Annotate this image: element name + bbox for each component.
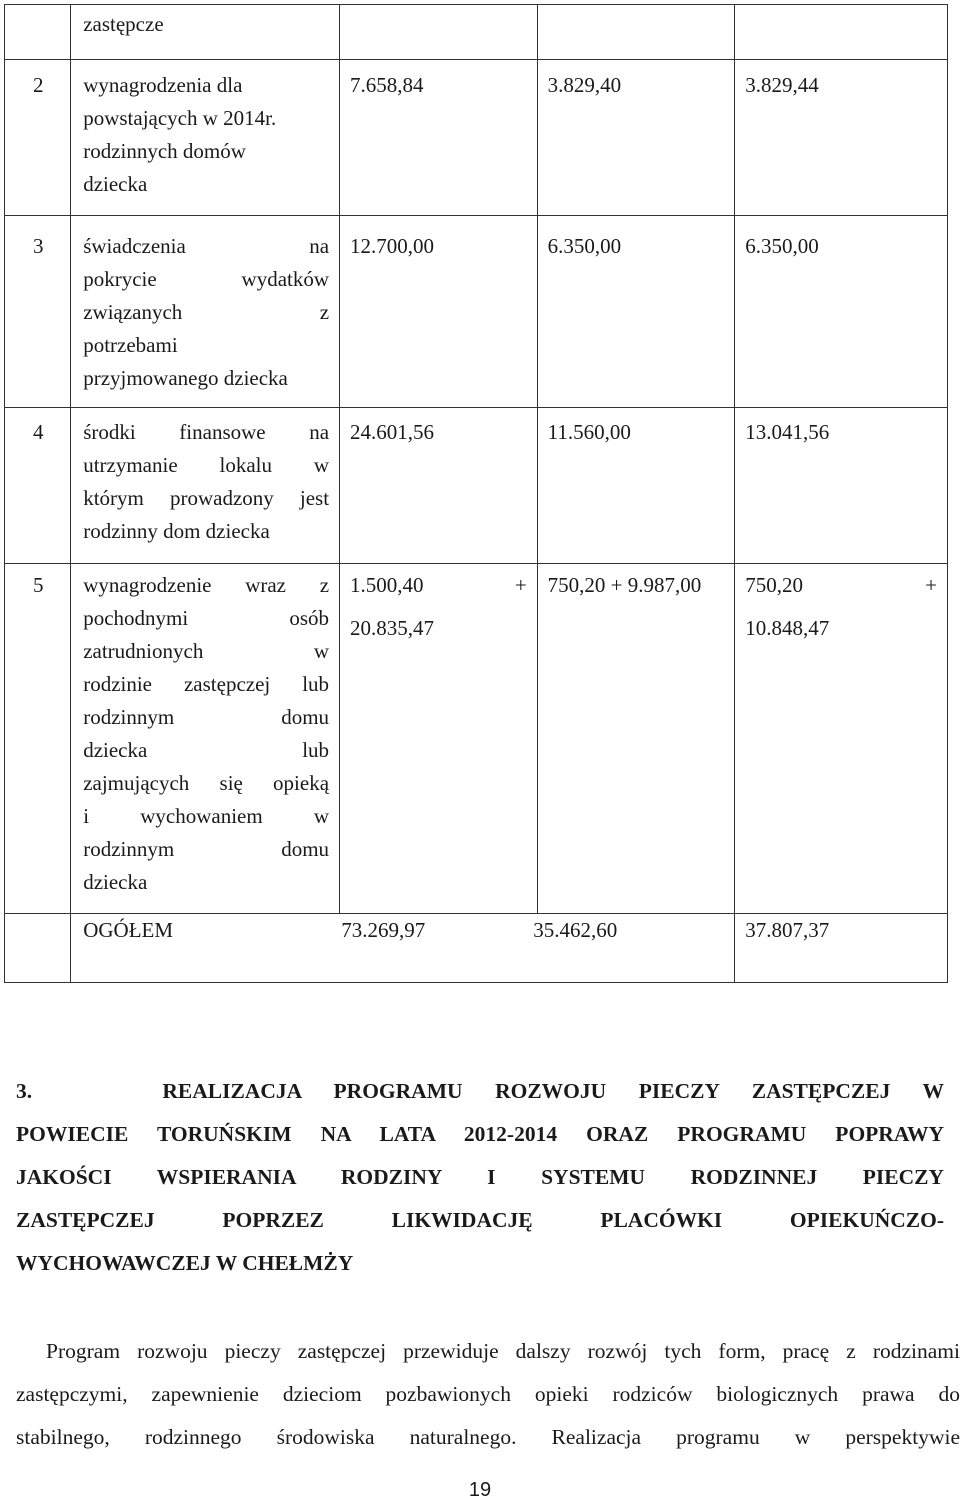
table-row: [5, 564, 948, 914]
table-row-total: [5, 914, 948, 983]
value-col-3: [735, 564, 948, 914]
value-col-2: [537, 5, 735, 60]
table-row: [5, 216, 948, 408]
value-col-2: 11.560,00: [537, 408, 735, 564]
row-description: świadczenia na pokrycie wydatków związanych z potrzebami przyjmowanego dziecka: [71, 216, 340, 408]
paragraph-line: stabilnego, rodzinnego środowiska naturalnego. Realizacja programu w perspektywie: [16, 1425, 960, 1449]
section-title-line: JAKOŚCI WSPIERANIA RODZINY I SYSTEMU RODZINNEJ PIECZY: [16, 1165, 944, 1189]
table-row: [5, 5, 948, 60]
row-description: środki finansowe na utrzymanie lokalu w którym prowadzony jest rodzinny dom dziecka: [71, 408, 340, 564]
value-part-b: 10.848,47: [745, 616, 830, 640]
value-col-1: 7.658,84: [340, 60, 538, 216]
section-title-line: ZASTĘPCZEJ POPRZEZ LIKWIDACJĘ PLACÓWKI OPIEKUŃCZO-: [16, 1208, 944, 1232]
value-col-1: [340, 5, 538, 60]
value-col-1: [340, 564, 538, 914]
row-number: 2: [5, 60, 71, 216]
value-col-2: 6.350,00: [537, 216, 735, 408]
value-col-3: 3.829,44: [735, 60, 948, 216]
total-value-2: 35.462,60: [533, 918, 618, 942]
table-row: [5, 408, 948, 564]
value-col-1: 12.700,00: [340, 216, 538, 408]
paragraph-line: zastępczymi, zapewnienie dzieciom pozbawionych opieki rodziców biologicznych prawa do: [16, 1382, 960, 1406]
value-col-3: 13.041,56: [735, 408, 948, 564]
row-description: wynagrodzenia dla powstających w 2014r. rodzinnych domów dziecka: [71, 60, 340, 216]
value-col-3: 6.350,00: [735, 216, 948, 408]
value-part-a: 1.500,40: [350, 573, 424, 597]
total-value-1: 73.269,97: [341, 918, 426, 942]
row-number: 5: [5, 564, 71, 914]
value-col-1: 24.601,56: [340, 408, 538, 564]
section-title-line: WYCHOWAWCZEJ W CHEŁMŻY: [16, 1251, 354, 1275]
plus-sign: +: [514, 573, 527, 597]
section-title-line: POWIECIE TORUŃSKIM NA LATA 2012-2014 ORAZ PROGRAMU POPRAWY: [16, 1122, 944, 1146]
total-value-3: 37.807,37: [735, 914, 948, 983]
page-number: 19: [468, 1479, 492, 1501]
value-part-b: 20.835,47: [350, 616, 435, 640]
row-number: [5, 5, 71, 60]
value-col-2: 750,20 + 9.987,00: [537, 564, 735, 914]
value-col-2: 3.829,40: [537, 60, 735, 216]
value-col-3: [735, 5, 948, 60]
total-cell: [71, 914, 735, 983]
table-row: [5, 60, 948, 216]
section-heading: [16, 1070, 944, 1285]
value-part-a: 750,20: [745, 573, 804, 597]
row-description: wynagrodzenie wraz z pochodnymi osób zatrudnionych w rodzinie zastępczej lub rodzinnym domu dziecka lub zajmujących się opieką i wychowaniem w rodzinnym domu dziecka: [71, 564, 340, 914]
row-number: 3: [5, 216, 71, 408]
section-number: 3.: [16, 1079, 33, 1103]
body-paragraph: [16, 1330, 960, 1459]
section-title-line: REALIZACJA PROGRAMU ROZWOJU PIECZY ZASTĘPCZEJ W: [162, 1079, 945, 1103]
row-description: zastępcze: [71, 5, 340, 60]
budget-table: [4, 4, 948, 983]
total-label: OGÓŁEM: [83, 918, 174, 942]
paragraph-line: Program rozwoju pieczy zastępczej przewiduje dalszy rozwój tych form, pracę z rodzinami: [46, 1339, 960, 1363]
row-number: 4: [5, 408, 71, 564]
plus-sign: +: [925, 573, 937, 597]
empty-cell: [5, 914, 71, 983]
